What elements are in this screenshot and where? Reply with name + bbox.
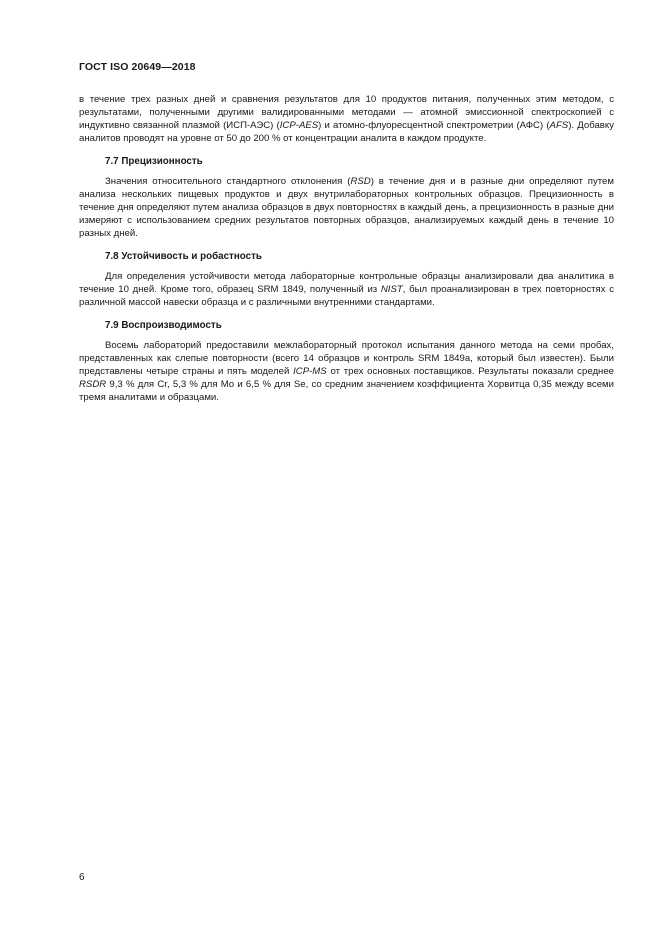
s79-term-rsdr: RSDR: [79, 379, 107, 390]
intro-text-b: ) и атомно-флуоресцентной спектрометрии (АФС) (: [318, 120, 550, 131]
page-header-standard-id: ГОСТ ISO 20649—2018: [79, 61, 196, 73]
s79-text-b: от трех основных поставщиков. Результаты показали среднее: [326, 366, 615, 377]
s79-text-c: 9,3 % для Cr, 5,3 % для Mo и 6,5 % для Se, со средним значением коэффициента Хорвитца 0,35 между всеми тремя аналитами и образцами.: [79, 379, 614, 403]
s77-text-b: ) в течение дня и в разные дни определяют путем анализа нескольких пищевых продуктов и двух внутрилабораторных контрольных образцов. Прецизионность в течение дня определяют путем анализа образцов в двух повторностях в каждый день, а прецизионность в разные дни измеряют с использованием средних результатов повторных образцов, анализируемых каждый день в течение 10 разных дней.: [79, 176, 614, 239]
s77-text-a: Значения относительного стандартного отклонения (: [105, 176, 351, 187]
s78-text-a: Для определения устойчивости метода лабораторные контрольные образцы анализировали два аналитика в течение 10 дней. Кроме того, образец SRM 1849, полученный из: [79, 271, 614, 295]
section-7-7-paragraph: [79, 175, 614, 240]
s79-text-a: Восемь лабораторий предоставили межлабораторный протокол испытания данного метода на семи пробах, представленных как слепые повторности (всего 14 образцов и контроль SRM 1849a, который был известен). Были представлены четыре страны и пять моделей: [79, 340, 614, 377]
document-body: [79, 93, 614, 404]
s79-term-icp-ms: ICP-MS: [293, 366, 327, 377]
s77-term-rsd: RSD: [350, 176, 371, 187]
intro-text-c: ). Добавку аналитов проводят на уровне от 50 до 200 % от концентрации аналита в каждом продукте.: [79, 120, 614, 144]
intro-term-icp-aes: ICP-AES: [279, 120, 319, 131]
s78-text-b: , был проанализирован в трех повторностях с различной массой навески образца и с различными внутренними стандартами.: [79, 284, 614, 308]
section-7-9-paragraph: [79, 339, 614, 404]
section-title-7-8: 7.8 Устойчивость и робастность: [105, 251, 262, 262]
page-number: 6: [79, 872, 85, 883]
intro-text-a: в течение трех разных дней и сравнения результатов для 10 продуктов питания, полученных этим методом, с результатами, полученными другими валидированными методами — атомной эмиссионной спектроскопией с индуктивно связанной плазмой (ИСП-АЭС) (: [79, 94, 614, 131]
s78-term-nist: NIST: [380, 284, 403, 295]
section-title-7-9: 7.9 Воспроизводимость: [105, 320, 222, 331]
section-7-8-paragraph: [79, 270, 614, 309]
section-title-7-7: 7.7 Прецизионность: [105, 156, 203, 167]
intro-term-afs: AFS: [549, 120, 569, 131]
intro-paragraph: [79, 93, 614, 145]
